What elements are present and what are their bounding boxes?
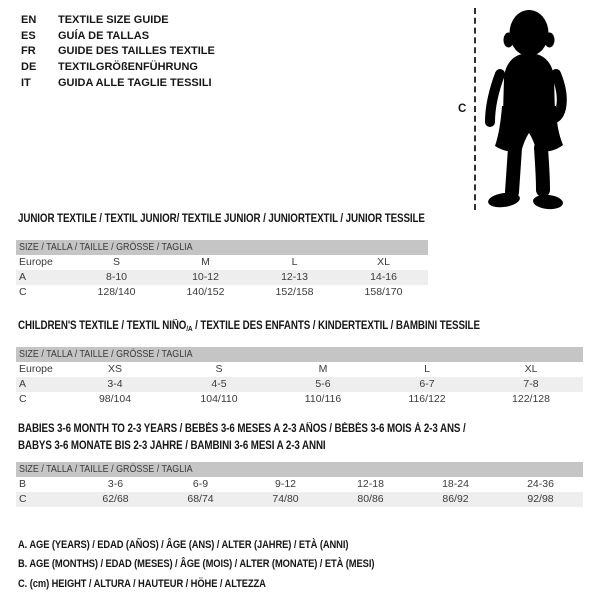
children-title-subscript: /A <box>186 324 193 333</box>
row-label: Europe <box>19 256 53 268</box>
language-row-es <box>21 29 215 45</box>
size-row-c <box>16 492 583 507</box>
footnote-c: C. (cm) HEIGHT / ALTURA / HAUTEUR / HÖHE / ALTEZZA <box>18 577 266 590</box>
language-code: ES <box>21 29 36 42</box>
children-size-table <box>16 347 583 407</box>
size-row-a <box>16 270 428 285</box>
language-code: DE <box>21 61 37 74</box>
size-cell: 12-18 <box>357 478 384 490</box>
size-cell: 92/98 <box>527 493 554 505</box>
size-header-label: SIZE / TALLA / TAILLE / GRÖSSE / TAGLIA <box>19 241 193 253</box>
size-cell: 4-5 <box>211 378 227 390</box>
size-cell: 140/152 <box>186 286 225 298</box>
row-label: B <box>19 478 27 490</box>
size-cell: 62/68 <box>102 493 129 505</box>
size-cell: 152/158 <box>275 286 314 298</box>
size-cell: 80/86 <box>357 493 384 505</box>
height-measure-label: C <box>458 103 467 115</box>
row-label: C <box>19 286 27 298</box>
language-title: GUÍA DE TALLAS <box>58 29 150 42</box>
language-title: GUIDE DES TAILLES TEXTILE <box>58 45 215 58</box>
babies-table-title <box>18 421 466 454</box>
size-cell: 7-8 <box>523 378 539 390</box>
language-title: TEXTILGRÖßENFÜHRUNG <box>58 61 198 74</box>
size-row-europe <box>16 255 428 270</box>
size-cell: XL <box>524 363 538 375</box>
size-cell: 8-10 <box>105 271 127 283</box>
children-title-part: CHILDREN'S TEXTILE / TEXTIL NIÑO <box>18 320 187 332</box>
language-title: GUIDA ALLE TAGLIE TESSILI <box>58 76 212 89</box>
language-title-list <box>21 13 215 91</box>
row-label: Europe <box>19 363 53 375</box>
language-row-en <box>21 13 215 29</box>
junior-size-table <box>16 240 428 300</box>
size-cell: S <box>112 256 120 268</box>
language-title: TEXTILE SIZE GUIDE <box>58 14 169 26</box>
size-cell: 6-7 <box>419 378 435 390</box>
height-dashed-line <box>474 8 476 210</box>
size-cell: 74/80 <box>272 493 299 505</box>
size-row-a <box>16 377 583 392</box>
toddler-silhouette-icon <box>484 6 572 214</box>
size-cell: 14-16 <box>370 271 397 283</box>
size-row-c <box>16 392 583 407</box>
babies-title-line1: BABIES 3-6 MONTH TO 2-3 YEARS / BEBÉS 3-6 MESES A 2-3 AÑOS / BÉBÉS 3-6 MOIS À 2-3 ANS / <box>18 423 466 435</box>
size-cell: 12-13 <box>281 271 308 283</box>
size-cell: 6-9 <box>192 478 209 490</box>
language-code: IT <box>21 76 31 89</box>
babies-size-table <box>16 462 583 507</box>
size-cell: S <box>215 363 223 375</box>
size-cell: 128/140 <box>97 286 136 298</box>
junior-table-title: JUNIOR TEXTILE / TEXTIL JUNIOR/ TEXTILE JUNIOR / JUNIORTEXTIL / JUNIOR TESSILE <box>18 213 425 225</box>
size-cell: 3-6 <box>107 478 124 490</box>
size-cell: 158/170 <box>364 286 403 298</box>
size-cell: 110/116 <box>304 393 342 405</box>
size-cell: 104/110 <box>200 393 238 405</box>
language-code: EN <box>21 14 37 26</box>
size-cell: 98/104 <box>98 393 132 405</box>
children-table-title <box>18 320 480 333</box>
size-cell: L <box>291 256 298 268</box>
size-header-label: SIZE / TALLA / TAILLE / GRÖSSE / TAGLIA <box>19 463 193 475</box>
size-header-bar <box>16 240 428 255</box>
children-title-part: / TEXTILE DES ENFANTS / KINDERTEXTIL / BAMBINI TESSILE <box>192 320 480 332</box>
language-row-fr <box>21 44 215 60</box>
row-label: A <box>19 378 27 390</box>
size-row-europe <box>16 362 583 377</box>
size-cell: 5-6 <box>315 378 331 390</box>
size-header-label: SIZE / TALLA / TAILLE / GRÖSSE / TAGLIA <box>19 348 193 360</box>
size-cell: XS <box>107 363 122 375</box>
language-row-it <box>21 76 215 92</box>
size-cell: 18-24 <box>442 478 469 490</box>
size-cell: 122/128 <box>512 393 550 405</box>
size-cell: L <box>424 363 430 375</box>
language-row-de <box>21 60 215 76</box>
size-cell: 9-12 <box>274 478 296 490</box>
footnote-legend <box>18 536 437 594</box>
row-label: C <box>19 393 27 405</box>
size-row-c <box>16 285 428 300</box>
row-label: C <box>19 493 27 505</box>
row-label: A <box>19 271 27 283</box>
size-cell: 3-4 <box>107 378 123 390</box>
size-cell: M <box>201 256 210 268</box>
size-cell: XL <box>377 256 390 268</box>
size-cell: 24-36 <box>527 478 554 490</box>
size-row-b <box>16 477 583 492</box>
size-cell: 10-12 <box>192 271 219 283</box>
size-cell: 86/92 <box>442 493 469 505</box>
babies-title-line2: BABYS 3-6 MONATE BIS 2-3 JAHRE / BAMBINI 3-6 MESI A 2-3 ANNI <box>18 439 326 452</box>
size-cell: M <box>318 363 328 375</box>
size-header-bar <box>16 347 583 362</box>
footnote-a: A. AGE (YEARS) / EDAD (AÑOS) / ÂGE (ANS) / ALTER (JAHRE) / ETÀ (ANNI) <box>18 539 349 551</box>
size-cell: 116/122 <box>408 393 446 405</box>
language-code: FR <box>21 45 36 58</box>
size-header-bar <box>16 462 583 477</box>
size-cell: 68/74 <box>187 493 214 505</box>
footnote-b: B. AGE (MONTHS) / EDAD (MESES) / ÂGE (MOIS) / ALTER (MONATE) / ETÀ (MESI) <box>18 558 375 571</box>
